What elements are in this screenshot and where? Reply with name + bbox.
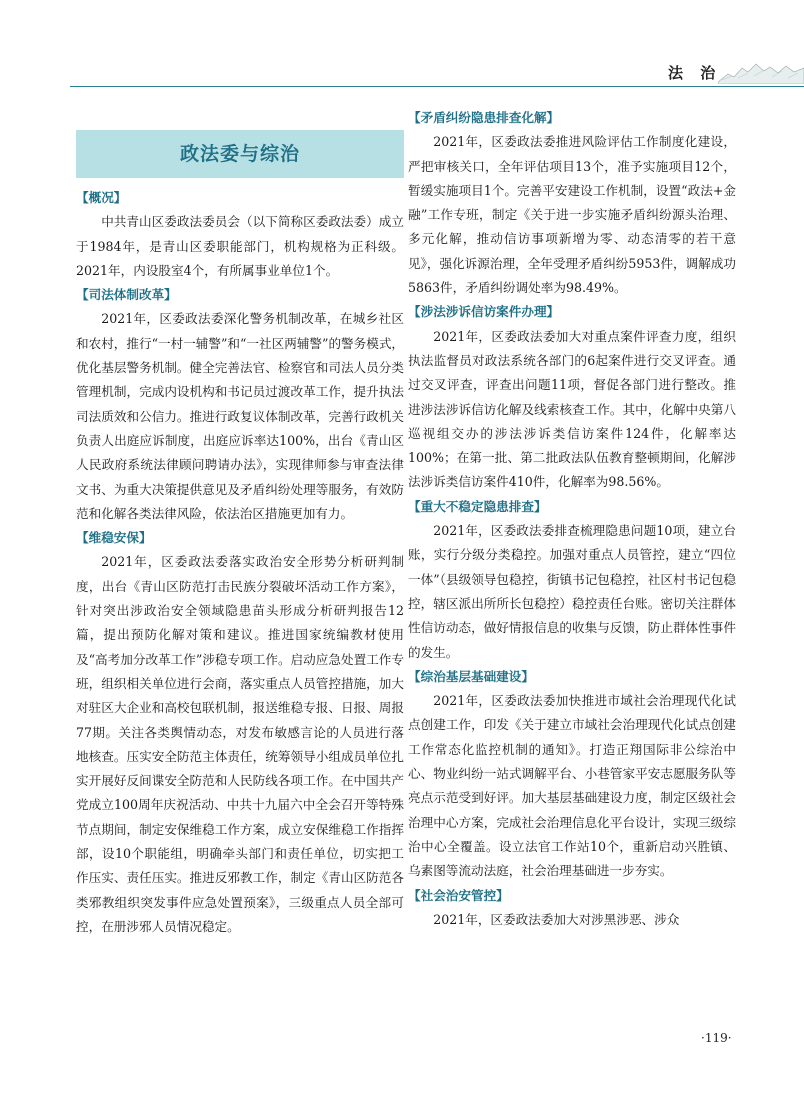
- section-paragraph: 2021年，区委政法委排查梳理隐患问题10项，建立台账，实行分级分类稳控。加强对重点人员管控，建立“四位一体”（县级领导包稳控，街镇书记包稳控，社区村书记包稳控，辖区派出所所长包稳控）稳控责任台账。密切关注群体性信访动态，做好情报信息的收集与反馈，防止群体性事件的发生。: [408, 523, 736, 660]
- section-heading: 【维稳安保】: [76, 530, 152, 546]
- section-heading: 【司法体制改革】: [76, 287, 177, 303]
- section-paragraph: 2021年，区委政法委落实政治安全形势分析研判制度，出台《青山区防范打击民族分裂破坏活动工作方案》，针对突出涉政治安全领域隐患苗头形成分析研判报告12篇，提出预防化解对策和建议。推进国家统编教材使用及“高考加分改革工作”涉稳专项工作。启动应急处置工作专班，组织相关单位进行会商，落实重点人员管控措施，加大对驻区大企业和高校包联机制，报送维稳专报、日报、周报77期。关注各类舆情动态，对发布敏感言论的人员进行落地核查。压实安全防范主体责任，统筹领导小组成员单位扎实开展好反间谍安全防范和人民防线各项工作。在中国共产党成立100周年庆祝活动、中共十九届六中全会召开等特殊节点期间，制定安保维稳工作方案，成立安保维稳工作指挥部，设10个职能组，明确牵头部门和责任单位，切实把工作压实、责任压实。推进反邪教工作，制定《青山区防范各类邪教组织突发事件应急处置预案》，三级重点人员全部可控，在册涉邪人员情况稳定。: [76, 554, 404, 934]
- section-heading: 【综治基层基础建设】: [408, 668, 534, 684]
- section-paragraph: 2021年，区委政法委深化警务机制改革，在城乡社区和农村，推行“一村一辅警”和“一社区两辅警”的警务模式，优化基层警务机制。健全完善法官、检察官和司法人员分类管理机制，完成内设机构和书记员过渡改革工作，提升执法司法质效和公信力。推进行政复议体制改革，完善行政机关负责人出庭应诉制度，出庭应诉率达100%，出台《青山区人民政府系统法律顾问聘请办法》，实现律师参与审查法律文书、为重大决策提供意见及矛盾纠纷处理等服务，有效防范和化解各类法律风险，依法治区措施更加有力。: [76, 311, 405, 521]
- right-column: [408, 106, 736, 932]
- title-banner: [76, 130, 404, 178]
- section-paragraph: 中共青山区委政法委员会（以下简称区委政法委）成立于1984年，是青山区委职能部门，机构规格为正科级。2021年，内设股室4个，有所属事业单位1个。: [76, 214, 404, 278]
- section-heading: 【重大不稳定隐患排查】: [408, 498, 547, 514]
- running-head: 法 治: [668, 64, 722, 82]
- header-rule: [70, 86, 804, 87]
- section-heading: 【涉法涉诉信访案件办理】: [408, 304, 560, 320]
- section-paragraph: 2021年，区委政法委推进风险评估工作制度化建设，严把审核关口，全年评估项目13个，准予实施项目12个，暂缓实施项目1个。完善平安建设工作机制，设置“政法+金融”工作专班，制定《关于进一步实施矛盾纠纷源头治理、多元化解，推动信访事项新增为零、动态清零的若干意见》，强化诉源治理，全年受理矛盾纠纷5953件，调解成功5863件，矛盾纠纷调处率为98.49%。: [408, 134, 737, 296]
- section-heading: 【社会治安管控】: [408, 887, 509, 903]
- left-column: [76, 122, 404, 939]
- section-paragraph: 2021年，区委政法委加大对涉黑涉恶、涉众: [433, 911, 680, 927]
- section-heading: 【概况】: [76, 190, 127, 205]
- page-number: ·119·: [701, 1031, 732, 1045]
- section-paragraph: 2021年，区委政法委加快推进市域社会治理现代化试点创建工作，印发《关于建立市域社会治理现代化试点创建工作常态化监控机制的通知》。打造正翔国际非公综治中心、物业纠纷一站式调解平台、小巷管家平安志愿服务队等亮点示范受到好评。加大基层基础建设力度，制定区级社会治理中心方案，完成社会治理信息化平台设计，实现三级综治中心全覆盖。设立法官工作站10个，重新启动兴胜镇、乌素图等流动法庭，社会治理基础进一步夯实。: [408, 693, 736, 879]
- section-heading: 【矛盾纠纷隐患排查化解】: [408, 110, 560, 125]
- mountain-decoration-icon: [718, 56, 804, 84]
- page-title: 政法委与综治: [179, 142, 300, 165]
- section-paragraph: 2021年，区委政法委加大对重点案件评查力度，组织执法监督员对政法系统各部门的6起案件进行交叉评查。通过交叉评查，评查出问题11项，督促各部门进行整改。推进涉法涉诉信访化解及线索核查工作。其中，化解中央第八巡视组交办的涉法涉诉类信访案件124件，化解率达100%；在第一批、第二批政法队伍教育整顿期间，化解涉法涉诉类信访案件410件，化解率为98.56%。: [408, 328, 736, 490]
- page-header: [0, 0, 804, 90]
